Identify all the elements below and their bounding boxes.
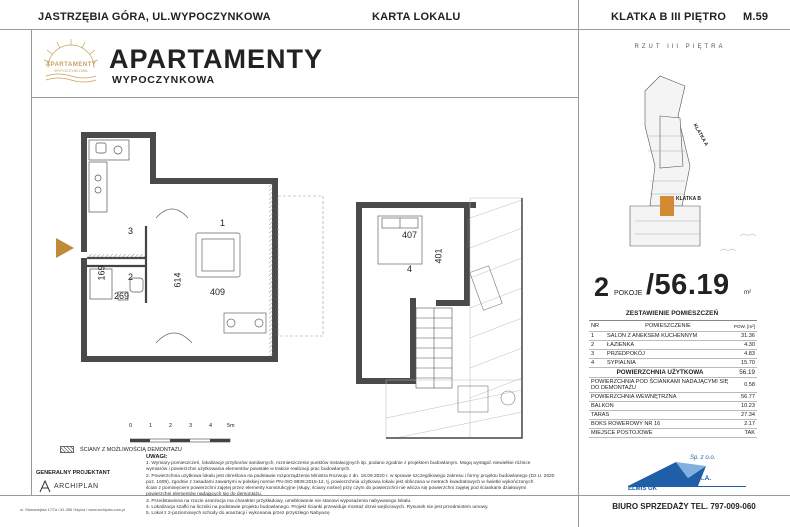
brand-emblem [36, 32, 106, 94]
rooms-table [589, 322, 757, 438]
table-row [589, 401, 757, 410]
room-number-4: 4 [407, 264, 413, 274]
extra-value: 27.34 [731, 410, 757, 419]
keyplan-title: RZUT III PIĘTRA [634, 44, 726, 50]
table-row [589, 340, 757, 349]
scale-label-2: 2 [169, 423, 173, 429]
note-line: powierzchni elementów nadających się do demontażu. [146, 492, 262, 498]
room-name: SYPIALNIA [605, 358, 731, 367]
room-nr: 2 [589, 340, 605, 349]
unit-label: M.59 [743, 11, 769, 23]
note-line: ścian z pominięciem powierzchni zajętej przez elementy konstrukcyjne (słupy, ściany nośne) przy czym do powierzchni nie wlicza się powierzchni zajętej pod ściankami działowymi [146, 486, 527, 492]
usable-area-row [589, 367, 757, 377]
developer-suffix-top: Sp. z o.o. [690, 455, 716, 461]
notes-title: UWAGI: [146, 454, 168, 460]
room-area: 4.83 [731, 349, 757, 358]
floor-plan [56, 128, 526, 448]
scale-bar [130, 430, 250, 435]
rooms-count: 2 [594, 272, 610, 302]
dimension-407: 407 [402, 230, 418, 240]
left-margin-line [31, 30, 32, 495]
room-number-2: 2 [128, 272, 134, 282]
note-line: 2. Powierzchnia użytkowa lokalu jest określona na podstawie rozporządzenia Ministra Rozwoju z dn. 18.09.2020 r. w sprawie szczegółowego zakresu i formy projektu budowlanego (Dz.U. 2020 [146, 473, 555, 479]
header-area: POW. [m²] [731, 322, 757, 331]
room-number-3: 3 [128, 226, 134, 236]
dimension-401: 401 [433, 248, 444, 264]
brand-title: APARTAMENTY [109, 44, 323, 74]
extra-value: 10.23 [731, 401, 757, 410]
dimension-614: 614 [172, 272, 183, 288]
extra-name: BOKS ROWEROWY NR 16 [589, 419, 731, 428]
developer-name: ELMIS GK [628, 486, 658, 492]
floor-label: III PIĘTRO [671, 11, 727, 23]
developer-suffix: S.K.A. [692, 475, 712, 482]
legend-text: ŚCIANY Z MOŻLIWOŚCIĄ DEMONTAŻU [80, 447, 182, 453]
scale-label-4: 4 [209, 423, 213, 429]
room-nr: 3 [589, 349, 605, 358]
table-row [589, 410, 757, 419]
extra-value: 0.58 [731, 377, 757, 392]
extra-value: TAK [731, 428, 757, 437]
keyplan-label-klatka-a: KLATKA A [691, 122, 710, 148]
room-name: SALON Z ANEKSEM KUCHENNYM [605, 331, 731, 340]
key-plan [590, 56, 785, 261]
room-nr: 1 [589, 331, 605, 340]
scale-label-5m: 5m [227, 423, 235, 429]
dimension-409: 409 [210, 287, 226, 297]
emblem-text: APARTAMENTY [45, 62, 97, 68]
header-room: POMIESZCZENIE [605, 322, 731, 331]
scale-label-1: 1 [149, 423, 153, 429]
rooms-word: POKOJE [614, 290, 643, 297]
keyplan-label-klatka-b: KLATKA B [676, 196, 701, 202]
staircase-label: KLATKA B [611, 11, 668, 23]
extra-name: POWIERZCHNIA WEWNĘTRZNA [589, 392, 731, 401]
designer-label: GENERALNY PROJEKTANT [36, 470, 111, 476]
total-area: /56.19 [646, 269, 730, 301]
room-name: PRZEDPOKÓJ [605, 349, 731, 358]
header-nr: NR [589, 322, 605, 331]
table-row [589, 419, 757, 428]
table-row [589, 349, 757, 358]
table-row [589, 428, 757, 437]
scale-label-3: 3 [189, 423, 193, 429]
designer-address: ul. Starowiejska 17/7a / 81-356 Gdynia / www.archiplan.com.pl [20, 508, 126, 512]
dimension-269: 269 [114, 291, 130, 301]
extra-value: 56.77 [731, 392, 757, 401]
note-line: 4. Lokalizacja szafki na liczniki na podstawie projektu budowlanego. Projekt ścianki przewiduje montaż drzwi wejściowych. Rysunek nie jest przedmiotem umowy. [146, 505, 489, 511]
usable-area-value: 56.19 [731, 367, 757, 377]
room-nr: 4 [589, 358, 605, 367]
emblem-subtext: WYPOCZYNKOWA [54, 69, 88, 73]
document-title: KARTA LOKALU [372, 11, 461, 23]
extra-name: BALKON [589, 401, 731, 410]
usable-area-label: POWIERZCHNIA UŻYTKOWA [589, 367, 731, 377]
extra-name: POWIERZCHNIA POD ŚCIANKAMI NADAJĄCYMI SIĘ DO DEMONTAŻU [589, 377, 731, 392]
location-text: JASTRZĘBIA GÓRA, UL.WYPOCZYNKOWA [38, 11, 271, 23]
extra-value: 2.17 [731, 419, 757, 428]
table-row [589, 331, 757, 340]
note-line: 1. Wymiary pomieszczeń, lokalizacje przyborów sanitarnych, rozmieszczenie punktów instalacyjnych itp. podano zgodnie z projektem budowlanym. Mogą wystąpić niewielkie różnice [146, 461, 531, 466]
right-column-divider [578, 0, 579, 527]
table-row [589, 392, 757, 401]
extra-name: MIEJSCE POSTOJOWE [589, 428, 731, 437]
demountable-wall-swatch [60, 446, 74, 453]
room-name: ŁAZIENKA [605, 340, 731, 349]
summary-table-title: ZESTAWIENIE POMIESZCZEŃ [625, 310, 719, 317]
dimension-169: 169 [96, 265, 107, 281]
summary-title-underline [589, 320, 757, 321]
sales-office: BIURO SPRZEDAŻY TEL. 797-009-060 [612, 502, 756, 511]
scale-label-0: 0 [129, 423, 133, 429]
table-row [589, 358, 757, 367]
table-header-row [589, 322, 757, 331]
note-line: poz. 1609), zgodnie z zasadami zawartymi w polskiej normie PN-ISO 9836:2015-12, tj. powierzchnia użytkowa lokalu jest obliczana w metrach kwadratowych w świetle wykończonych [146, 479, 534, 485]
room-area: 31.36 [731, 331, 757, 340]
notes-block [146, 461, 576, 518]
room-number-1: 1 [220, 218, 226, 228]
note-line: wymiarów i powierzchni użytkowania elementów powstałe w trakcie realizacji prac budowlanych. [146, 467, 351, 473]
note-line: 3. Przedstawiona na rzucie aranżacja ma charakter przykładowy, umeblowanie nie stanowi wyposażenia nabywanego lokalu. [146, 498, 412, 504]
extra-name: TARAS [589, 410, 731, 419]
designer-name: ARCHIPLAN [54, 483, 99, 490]
room-area: 4.30 [731, 340, 757, 349]
brand-subtitle: WYPOCZYNKOWA [112, 74, 215, 86]
note-line: 5. Lokal z 2-poziomowych schody do aranżacji i wykonania przez przyszłego Nabywcę [146, 511, 330, 517]
area-unit: m² [744, 290, 751, 296]
room-area: 15.70 [731, 358, 757, 367]
table-row [589, 377, 757, 392]
logo-divider [31, 97, 578, 98]
